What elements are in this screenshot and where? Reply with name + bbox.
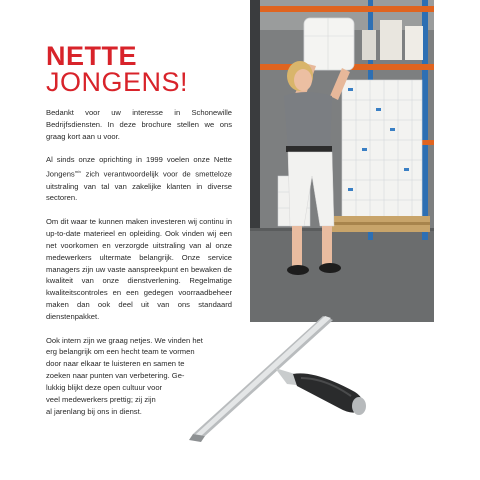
paragraph-history	[46, 154, 232, 204]
paragraph-history-end: zich verantwoordelijk voor de smetteloze uitstraling van tal van zakelijke klanten in diverse sectoren.	[46, 169, 232, 203]
page-title	[46, 41, 189, 97]
culture-line: veel medewerkers prettig; zij zijn	[46, 395, 156, 405]
title-line-bold: NETTE	[46, 41, 138, 71]
squeegee-icon	[175, 312, 375, 444]
gender-mark: m/v	[74, 169, 82, 175]
warehouse-photo	[250, 0, 434, 322]
title-line-light: JONGENS!	[46, 67, 189, 97]
culture-line: al jarenlang bij ons in dienst.	[46, 406, 142, 416]
culture-line: Ook intern zijn we graag netjes. We vinden het	[46, 335, 203, 345]
culture-line: erg belangrijk om een hecht team te vormen	[46, 347, 195, 357]
warehouse-photo-image	[250, 0, 434, 322]
squeegee-illustration	[175, 312, 375, 444]
paragraph-intro: Bedankt voor uw interesse in Schonewille Bedrijfsdiensten. In deze brochure stellen we ons graag kort aan u voor.	[46, 108, 232, 141]
culture-line: door naar elkaar te luisteren en samen te	[46, 359, 185, 369]
culture-line: zoeken naar punten van verbetering. Ge-	[46, 371, 185, 381]
paragraph-investment: Om dit waar te kunnen maken investeren wij continu in up-to-date materieel en opleiding. Ook vinden wij een net voorkomen en verzorgde uitstraling van al onze medewerkers ultermate belangrijk. Onze service managers zijn uw vaste aanspreekpunt en bewaken de kwaliteit van onze dienstverlening. Regelmatige kwaliteitscontroles en een gedegen voorraadbeheer maken dan ook deel uit van ons standaard dienstenpakket.	[46, 216, 232, 322]
paragraph-history-start: Al sinds onze oprichting in 1999 voelen onze Nette Jongens	[46, 155, 232, 179]
culture-line: lukkig blijkt deze open cultuur voor	[46, 383, 163, 393]
